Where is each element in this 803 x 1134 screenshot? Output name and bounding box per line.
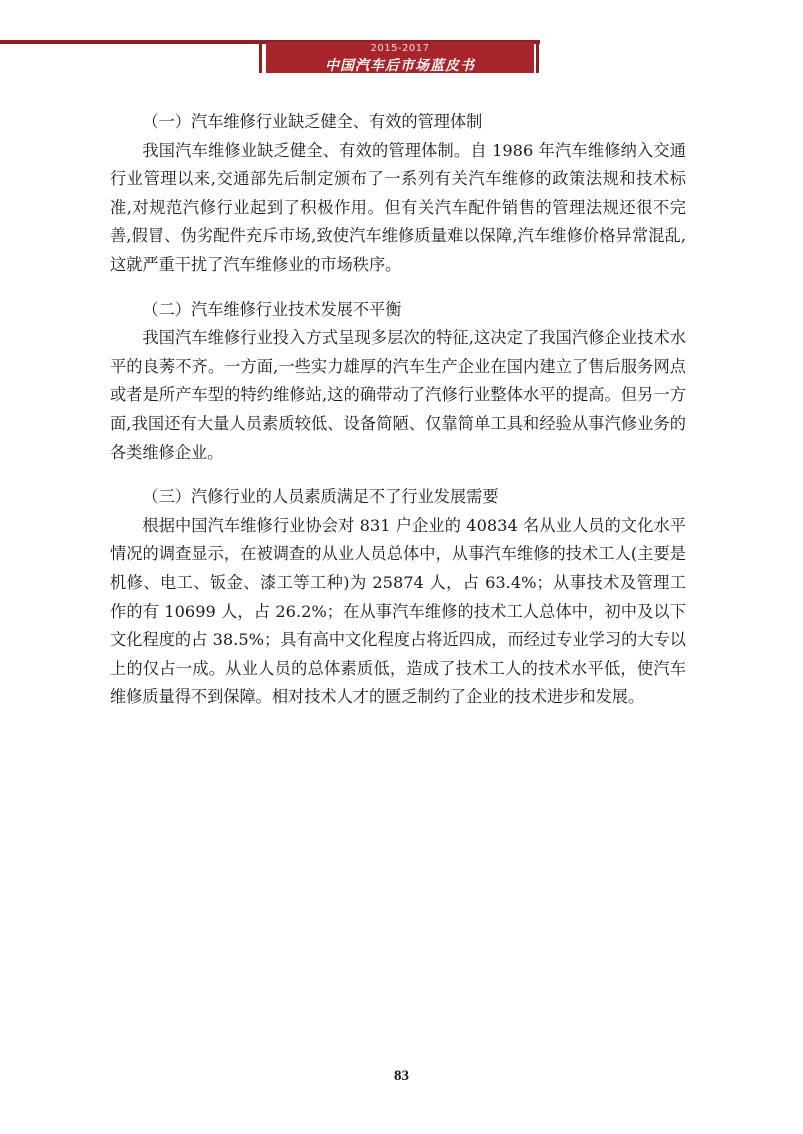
header-series-title: 中国汽车后市场蓝皮书 [325, 58, 475, 74]
section-2-paragraph: 我国汽车维修行业投入方式呈现多层次的特征,这决定了我国汽修企业技术水平的良莠不齐。一方面,一些实力雄厚的汽车生产企业在国内建立了售后服务网点或者是所产车型的特约维修站,这的确带动了汽修行业整体水平的提高。但另一方面,我国还有大量人员素质较低、设备简陋、仅靠简单工具和经验从事汽修业务的各类维修企业。 [110, 328, 686, 462]
section-1-paragraph: 我国汽车维修业缺乏健全、有效的管理体制。自 1986 年汽车维修纳入交通行业管理以来,交通部先后制定颁布了一系列有关汽车维修的政策法规和技术标准,对规范汽修行业起到了积极作用。但有关汽车配件销售的管理法规还很不完善,假冒、伪劣配件充斥市场,致使汽车维修质量难以保障,汽车维修价格异常混乱,这就严重干扰了汽车维修业的市场秩序。 [110, 140, 686, 274]
header-right-bar [536, 42, 539, 73]
section-3-heading: （三）汽修行业的人员素质满足不了行业发展需要 [142, 487, 499, 507]
header-years: 2015-2017 [370, 43, 430, 54]
section-2-heading: （二）汽车维修行业技术发展不平衡 [142, 299, 402, 319]
page-number: 83 [394, 1068, 409, 1084]
header-left-bar [259, 42, 262, 73]
section-3-paragraph: 根据中国汽车维修行业协会对 831 户企业的 40834 名从业人员的文化水平情况的调查显示，在被调查的从业人员总体中，从事汽车维修的技术工人(主要是机修、电工、钣金、漆工等工种)为 25874 人，占 63.4%；从事技术及管理工作的有 10699 人，占 26.2%；在从事汽车维修的技术工人总体中，初中及以下文化程度的占 38.5%；具有高中文化程度占将近四成，而经过专业学习的大专以上的仅占一成。从业人员的总体素质低，造成了技术工人的技术水平低，使汽车维修质量得不到保障。相对技术人才的匮乏制约了企业的技术进步和发展。 [110, 515, 686, 707]
page-body [110, 108, 686, 712]
section-1-heading: （一）汽车维修行业缺乏健全、有效的管理体制 [142, 112, 483, 131]
